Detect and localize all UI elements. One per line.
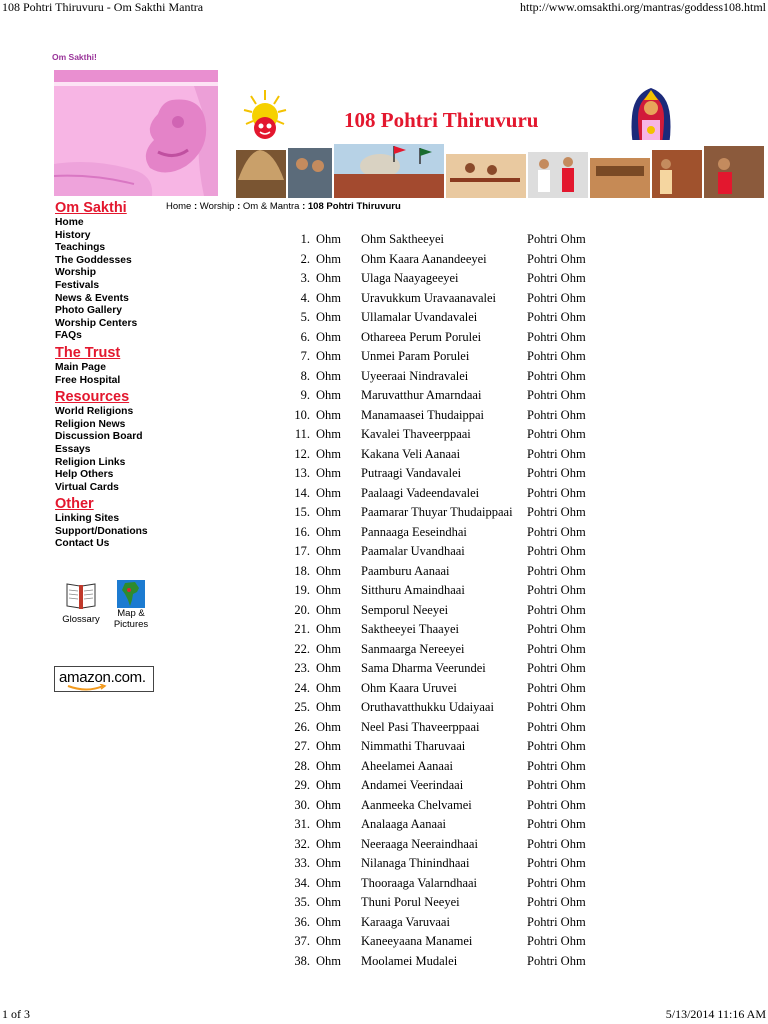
mantra-name: Thuni Porul Neeyei <box>361 895 460 909</box>
mantra-ending: Pohtri Ohm <box>527 485 586 500</box>
mantra-name: Sitthuru Amaindhaai <box>361 583 465 597</box>
mantra-ending: Pohtri Ohm <box>527 349 586 363</box>
mantra-ohm: Ohm <box>316 817 341 831</box>
lion-pillar-image <box>54 70 218 196</box>
mantra-ending: Pohtri Ohm <box>527 290 586 305</box>
breadcrumb-separator: : <box>237 201 241 212</box>
mantra-number: 33. <box>294 856 310 870</box>
sidebar-item-linking-sites[interactable]: Linking Sites <box>55 513 120 525</box>
mantra-ending: Pohtri Ohm <box>527 953 586 968</box>
mantra-number: 6. <box>300 329 310 344</box>
mantra-ending: Pohtri Ohm <box>527 622 586 636</box>
mantra-ohm: Ohm <box>316 914 341 929</box>
mantra-name: Ohm Kaara Aanandeeyei <box>361 251 487 266</box>
sidebar-item-worship[interactable]: Worship <box>55 267 96 279</box>
mantra-ohm: Ohm <box>316 524 341 539</box>
print-title: 108 Pohtri Thiruvuru - Om Sakthi Mantra <box>2 0 204 14</box>
mantra-ending: Pohtri Ohm <box>527 719 586 734</box>
mantra-ending: Pohtri Ohm <box>527 797 586 812</box>
mantra-row <box>280 640 620 660</box>
mantra-ending: Pohtri Ohm <box>527 466 586 480</box>
mantra-row <box>280 484 620 504</box>
mantra-number: 23. <box>294 661 310 675</box>
sidebar-item-festivals[interactable]: Festivals <box>55 279 100 291</box>
mantra-ohm: Ohm <box>316 563 341 578</box>
sidebar-title-resources[interactable]: Resources <box>55 389 130 406</box>
mantra-ohm: Ohm <box>316 466 341 480</box>
mantra-ending: Pohtri Ohm <box>527 583 586 597</box>
mantra-number: 12. <box>294 446 310 461</box>
mantra-ending: Pohtri Ohm <box>527 368 586 383</box>
mantra-ohm: Ohm <box>316 622 341 636</box>
mantra-row <box>280 679 620 699</box>
print-datetime: 5/13/2014 11:16 AM <box>665 1007 766 1021</box>
mantra-ending: Pohtri Ohm <box>527 446 586 461</box>
mantra-ending: Pohtri Ohm <box>527 310 586 324</box>
mantra-ohm: Ohm <box>316 368 341 383</box>
mantra-number: 18. <box>294 563 310 578</box>
mantra-name: Sanmaarga Nereeyei <box>361 641 465 656</box>
mantra-ending: Pohtri Ohm <box>527 427 586 441</box>
sidebar-item-photo-gallery[interactable]: Photo Gallery <box>55 305 122 317</box>
mantra-ending: Pohtri Ohm <box>527 680 586 695</box>
amazon-logo-text: amazon.com. <box>59 669 146 686</box>
amazon-smile-icon <box>67 684 107 692</box>
mantra-row <box>280 581 620 601</box>
mantra-name: Oruthavatthukku Udaiyaai <box>361 700 494 714</box>
mantra-number: 19. <box>294 583 310 597</box>
mantra-name: Othareea Perum Porulei <box>361 329 482 344</box>
mantra-name: Aheelamei Aanaai <box>361 758 453 773</box>
mantra-ending: Pohtri Ohm <box>527 661 586 675</box>
book-icon <box>65 580 97 610</box>
map-pictures-link[interactable] <box>108 580 154 630</box>
mantra-ending: Pohtri Ohm <box>527 817 586 831</box>
sidebar-item-contact-us[interactable]: Contact Us <box>55 538 110 550</box>
mantra-row <box>280 835 620 855</box>
mantra-number: 7. <box>300 349 310 363</box>
mantra-name: Nimmathi Tharuvaai <box>361 739 466 753</box>
sidebar-item-world-religions[interactable]: World Religions <box>55 406 134 418</box>
sidebar-item-support-donations[interactable]: Support/Donations <box>55 525 148 537</box>
mantra-ending: Pohtri Ohm <box>527 700 586 714</box>
mantra-ending: Pohtri Ohm <box>527 856 586 870</box>
mantra-name: Saktheeyei Thaayei <box>361 622 459 636</box>
mantra-ohm: Ohm <box>316 836 341 851</box>
mantra-name: Paamarar Thuyar Thudaippaai <box>361 505 513 519</box>
mantra-number: 3. <box>300 271 310 285</box>
mantra-ending: Pohtri Ohm <box>527 602 586 617</box>
mantra-row <box>280 386 620 406</box>
mantra-number: 22. <box>294 641 310 656</box>
mantra-ending: Pohtri Ohm <box>527 739 586 753</box>
sidebar-section-the-trust <box>55 345 163 387</box>
mantra-row <box>280 874 620 894</box>
mantra-number: 35. <box>294 895 310 909</box>
mantra-number: 8. <box>300 368 310 383</box>
mantra-ohm: Ohm <box>316 719 341 734</box>
mantra-ohm: Ohm <box>316 895 341 909</box>
mantra-row <box>280 815 620 835</box>
mantra-ohm: Ohm <box>316 953 341 968</box>
mantra-row <box>280 718 620 738</box>
print-url: http://www.omsakthi.org/mantras/goddess108.html <box>520 0 766 14</box>
mantra-row <box>280 796 620 816</box>
mantra-number: 36. <box>294 914 310 929</box>
breadcrumb-worship[interactable]: Worship <box>199 201 235 212</box>
mantra-row <box>280 503 620 523</box>
mantra-name: Nilanaga Thinindhaai <box>361 856 470 870</box>
mantra-name: Analaaga Aanaai <box>361 817 447 831</box>
mantra-row <box>280 367 620 387</box>
glossary-link[interactable] <box>58 580 104 625</box>
mantra-ohm: Ohm <box>316 232 341 246</box>
mantra-number: 4. <box>300 290 310 305</box>
mantra-ohm: Ohm <box>316 700 341 714</box>
sidebar-item-faqs[interactable]: FAQs <box>55 330 82 342</box>
mantra-ohm: Ohm <box>316 797 341 812</box>
mantra-name: Neeraaga Neeraindhaai <box>361 836 478 851</box>
mantra-number: 38. <box>294 953 310 968</box>
mantra-row <box>280 230 620 250</box>
mantra-row <box>280 776 620 796</box>
breadcrumb-home[interactable]: Home <box>166 201 192 212</box>
sidebar-item-virtual-cards[interactable]: Virtual Cards <box>55 481 119 493</box>
mantra-name: Maruvatthur Amarndaai <box>361 388 482 402</box>
mantra-number: 27. <box>294 739 310 753</box>
sidebar-section-om-sakthi <box>55 200 163 343</box>
mantra-row <box>280 406 620 426</box>
mantra-ending: Pohtri Ohm <box>527 544 586 558</box>
mantra-name: Kakana Veli Aanaai <box>361 446 461 461</box>
mantra-row <box>280 952 620 972</box>
map-label-line2: Pictures <box>113 619 149 630</box>
mantra-row <box>280 542 620 562</box>
mantra-ending: Pohtri Ohm <box>527 524 586 539</box>
mantra-ending: Pohtri Ohm <box>527 836 586 851</box>
mantra-number: 34. <box>294 875 310 890</box>
mantra-number: 37. <box>294 934 310 948</box>
mantra-ending: Pohtri Ohm <box>527 895 586 909</box>
india-map-icon <box>117 580 145 608</box>
mantra-row <box>280 308 620 328</box>
mantra-ohm: Ohm <box>316 505 341 519</box>
mantra-number: 1. <box>300 232 310 246</box>
mantra-row <box>280 250 620 270</box>
sidebar-title-om-sakthi[interactable]: Om Sakthi <box>55 200 127 216</box>
mantra-number: 20. <box>294 602 310 617</box>
mantra-name: Ohm Saktheeyei <box>361 232 444 246</box>
mantra-ohm: Ohm <box>316 641 341 656</box>
mantra-ending: Pohtri Ohm <box>527 641 586 656</box>
mantra-name: Putraagi Vandavalei <box>361 466 462 480</box>
print-footer <box>0 1006 768 1024</box>
mantra-ohm: Ohm <box>316 661 341 675</box>
mantra-row <box>280 737 620 757</box>
mantra-name: Semporul Neeyei <box>361 602 449 617</box>
page-count: 1 of 3 <box>2 1007 30 1021</box>
mantra-ending: Pohtri Ohm <box>527 271 586 285</box>
mantra-number: 24. <box>294 680 310 695</box>
mantra-row <box>280 328 620 348</box>
mantra-number: 2. <box>300 251 310 266</box>
sidebar-item-teachings[interactable]: Teachings <box>55 242 106 254</box>
mantra-ohm: Ohm <box>316 934 341 948</box>
mantra-ohm: Ohm <box>316 388 341 402</box>
mantra-name: Paamburu Aanaai <box>361 563 450 578</box>
mantra-ending: Pohtri Ohm <box>527 758 586 773</box>
mantra-number: 15. <box>294 505 310 519</box>
mantra-ending: Pohtri Ohm <box>527 505 586 519</box>
sidebar-nav <box>55 200 163 551</box>
map-label-line1: Map & <box>117 608 145 619</box>
mantra-name: Ulaga Naayageeyei <box>361 271 459 285</box>
mantra-number: 31. <box>294 817 310 831</box>
breadcrumb-om-mantra[interactable]: Om & Mantra <box>242 201 300 212</box>
sidebar-item-news-events[interactable]: News & Events <box>55 292 129 304</box>
mantra-ending: Pohtri Ohm <box>527 388 586 402</box>
mantra-name: Sama Dharma Veerundei <box>361 661 486 675</box>
mantra-number: 30. <box>294 797 310 812</box>
sidebar-item-worship-centers[interactable]: Worship Centers <box>55 317 138 329</box>
sidebar-item-essays[interactable]: Essays <box>55 443 91 455</box>
breadcrumb-separator: : <box>193 201 198 212</box>
mantra-ending: Pohtri Ohm <box>527 407 586 422</box>
mantra-ohm: Ohm <box>316 778 341 792</box>
mantra-ohm: Ohm <box>316 680 341 695</box>
mantra-ending: Pohtri Ohm <box>527 329 586 344</box>
mantra-name: Aanmeeka Chelvamei <box>361 797 472 812</box>
mantra-row <box>280 932 620 952</box>
mantra-ohm: Ohm <box>316 407 341 422</box>
mantra-row <box>280 289 620 309</box>
mantra-ohm: Ohm <box>316 485 341 500</box>
mantra-row <box>280 893 620 913</box>
sidebar-item-free-hospital[interactable]: Free Hospital <box>55 374 121 386</box>
mantra-ohm: Ohm <box>316 271 341 285</box>
sidebar-title-the-trust[interactable]: The Trust <box>55 344 121 361</box>
mantra-row <box>280 620 620 640</box>
mantra-name: Manamaasei Thudaippai <box>361 407 484 422</box>
mantra-ohm: Ohm <box>316 290 341 305</box>
mantra-row <box>280 562 620 582</box>
mantra-row <box>280 425 620 445</box>
sidebar-item-history[interactable]: History <box>55 229 91 241</box>
mantra-name: Moolamei Mudalei <box>361 953 458 968</box>
mantra-number: 13. <box>294 466 310 480</box>
breadcrumb-current: 108 Pohtri Thiruvuru <box>307 201 401 212</box>
mantra-number: 28. <box>294 758 310 773</box>
sidebar-section-resources <box>55 389 163 494</box>
mantra-ohm: Ohm <box>316 602 341 617</box>
mantra-name: Kaneeyaana Manamei <box>361 934 473 948</box>
mantra-row <box>280 601 620 621</box>
mantra-ohm: Ohm <box>316 349 341 363</box>
mantra-ohm: Ohm <box>316 758 341 773</box>
breadcrumb-separator: : <box>302 201 306 212</box>
mantra-number: 29. <box>294 778 310 792</box>
mantra-number: 14. <box>294 485 310 500</box>
mantra-name: Paamalar Uvandhaai <box>361 544 465 558</box>
mantra-row <box>280 659 620 679</box>
mantra-number: 9. <box>300 388 310 402</box>
sidebar-item-goddesses[interactable]: The Goddesses <box>55 254 132 266</box>
mantra-list <box>280 230 620 971</box>
mantra-number: 11. <box>294 427 310 441</box>
temple-photo-strip <box>234 140 766 198</box>
mantra-row <box>280 757 620 777</box>
mantra-number: 21. <box>294 622 310 636</box>
mantra-ohm: Ohm <box>316 427 341 441</box>
mantra-name: Thooraaga Valarndhaai <box>361 875 478 890</box>
site-tagline: Om Sakthi! <box>52 52 97 62</box>
mantra-ohm: Ohm <box>316 446 341 461</box>
mantra-row <box>280 464 620 484</box>
mantra-row <box>280 913 620 933</box>
mantra-ohm: Ohm <box>316 310 341 324</box>
sidebar-title-other[interactable]: Other <box>55 496 94 513</box>
mantra-ending: Pohtri Ohm <box>527 875 586 890</box>
mantra-ohm: Ohm <box>316 875 341 890</box>
sidebar-item-main-page[interactable]: Main Page <box>55 361 106 373</box>
mantra-number: 17. <box>294 544 310 558</box>
mantra-ending: Pohtri Ohm <box>527 563 586 578</box>
mantra-row <box>280 269 620 289</box>
mantra-number: 5. <box>300 310 310 324</box>
mantra-ending: Pohtri Ohm <box>527 251 586 266</box>
mantra-ohm: Ohm <box>316 544 341 558</box>
sidebar-item-religion-links[interactable]: Religion Links <box>55 456 126 468</box>
mantra-ohm: Ohm <box>316 329 341 344</box>
mantra-ohm: Ohm <box>316 856 341 870</box>
amazon-link[interactable] <box>54 666 154 692</box>
sidebar-item-discussion-board[interactable]: Discussion Board <box>55 431 143 443</box>
mantra-number: 25. <box>294 700 310 714</box>
mantra-number: 16. <box>294 524 310 539</box>
breadcrumb <box>166 201 401 212</box>
mantra-ending: Pohtri Ohm <box>527 914 586 929</box>
page-title: 108 Pohtri Thiruvuru <box>344 108 539 132</box>
mantra-name: Pannaaga Eeseindhai <box>361 524 467 539</box>
sidebar-item-help-others[interactable]: Help Others <box>55 469 114 481</box>
print-header <box>0 0 768 16</box>
glossary-label: Glossary <box>62 614 100 625</box>
mantra-name: Neel Pasi Thaveerppaai <box>361 719 480 734</box>
mantra-name: Kavalei Thaveerppaai <box>361 427 471 441</box>
mantra-number: 10. <box>294 407 310 422</box>
sidebar-section-other <box>55 496 163 551</box>
mantra-row <box>280 523 620 543</box>
mantra-number: 32. <box>294 836 310 851</box>
mantra-name: Paalaagi Vadeendavalei <box>361 485 480 500</box>
mantra-ending: Pohtri Ohm <box>527 934 586 948</box>
mantra-name: Karaaga Varuvaai <box>361 914 450 929</box>
sidebar-item-home[interactable]: Home <box>55 217 84 228</box>
mantra-name: Unmei Param Porulei <box>361 349 470 363</box>
mantra-ohm: Ohm <box>316 251 341 266</box>
mantra-ending: Pohtri Ohm <box>527 778 586 792</box>
mantra-ohm: Ohm <box>316 739 341 753</box>
mantra-row <box>280 698 620 718</box>
mantra-name: Uyeeraai Nindravalei <box>361 368 469 383</box>
mantra-number: 26. <box>294 719 310 734</box>
mantra-row <box>280 854 620 874</box>
mantra-name: Uravukkum Uravaanavalei <box>361 290 497 305</box>
mantra-name: Ohm Kaara Uruvei <box>361 680 457 695</box>
sidebar-item-religion-news[interactable]: Religion News <box>55 418 126 430</box>
mantra-ending: Pohtri Ohm <box>527 232 586 246</box>
mantra-name: Andamei Veerindaai <box>361 778 464 792</box>
mantra-name: Ullamalar Uvandavalei <box>361 310 478 324</box>
mantra-ohm: Ohm <box>316 583 341 597</box>
mantra-row <box>280 445 620 465</box>
mantra-row <box>280 347 620 367</box>
